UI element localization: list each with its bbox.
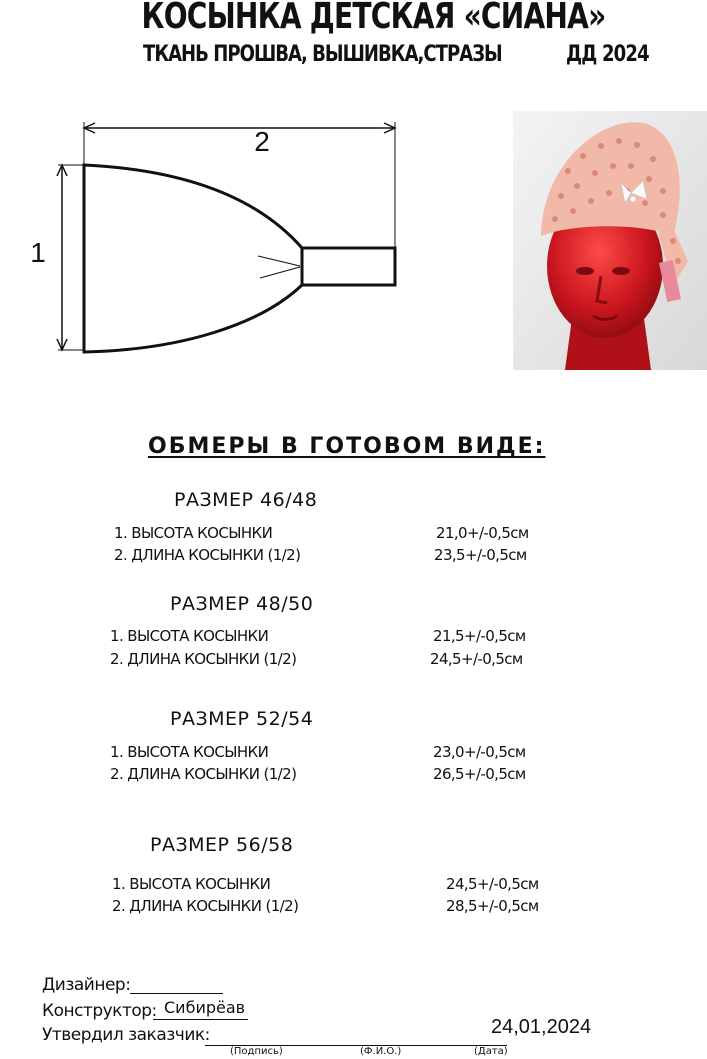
height-dimension-label: 1 <box>30 237 46 268</box>
row-label: 1. ВЫСОТА КОСЫНКИ <box>110 743 269 761</box>
length-dimension <box>84 122 395 248</box>
caption-signature: (Подпись) <box>230 1046 283 1057</box>
approved-label: Утвердил заказчик: <box>42 1025 210 1045</box>
gather-marks <box>258 256 300 278</box>
fabric-subtitle: ТКАНЬ ПРОШВА, ВЫШИВКА,СТРАЗЫ <box>143 42 502 67</box>
row-label: 2. ДЛИНА КОСЫНКИ (1/2) <box>112 897 299 915</box>
size-title: РАЗМЕР 56/58 <box>150 834 294 856</box>
caption-name: (Ф.И.О.) <box>360 1046 402 1057</box>
row-label: 2. ДЛИНА КОСЫНКИ (1/2) <box>114 546 301 564</box>
constructor-name: Сибирёав <box>164 998 246 1017</box>
product-photo <box>513 111 707 370</box>
measurements-heading: ОБМЕРЫ В ГОТОВОМ ВИДЕ: <box>148 434 546 459</box>
constructor-label: Конструктор: <box>42 1001 157 1021</box>
row-value: 21,5+/-0,5см <box>433 627 526 645</box>
row-value: 24,5+/-0,5см <box>446 875 539 893</box>
row-value: 26,5+/-0,5см <box>433 765 526 783</box>
designer-signature-line <box>130 993 223 994</box>
row-value: 23,0+/-0,5см <box>433 743 526 761</box>
row-label: 2. ДЛИНА КОСЫНКИ (1/2) <box>110 650 297 668</box>
caption-date: (Дата) <box>474 1046 508 1057</box>
size-title: РАЗМЕР 46/48 <box>174 489 318 511</box>
row-label: 2. ДЛИНА КОСЫНКИ (1/2) <box>110 765 297 783</box>
constructor-signature-line <box>153 1019 248 1020</box>
height-dimension <box>57 165 84 350</box>
approval-date: 24,01,2024 <box>491 1016 592 1038</box>
kerchief-pattern-drawing <box>0 110 420 370</box>
row-label: 1. ВЫСОТА КОСЫНКИ <box>114 524 273 542</box>
tie-strip <box>302 248 395 285</box>
length-dimension-label: 2 <box>254 126 270 157</box>
row-value: 23,5+/-0,5см <box>434 546 527 564</box>
document-title: КОСЫНКА ДЕТСКАЯ «СИАНА» <box>141 0 606 37</box>
size-title: РАЗМЕР 52/54 <box>170 708 314 730</box>
row-value: 24,5+/-0,5см <box>430 650 523 668</box>
model-code: ДД 2024 <box>566 42 649 67</box>
size-title: РАЗМЕР 48/50 <box>170 593 314 615</box>
row-value: 28,5+/-0,5см <box>446 897 539 915</box>
designer-label: Дизайнер: <box>42 975 131 995</box>
row-value: 21,0+/-0,5см <box>436 524 529 542</box>
row-label: 1. ВЫСОТА КОСЫНКИ <box>110 627 269 645</box>
row-label: 1. ВЫСОТА КОСЫНКИ <box>112 875 271 893</box>
